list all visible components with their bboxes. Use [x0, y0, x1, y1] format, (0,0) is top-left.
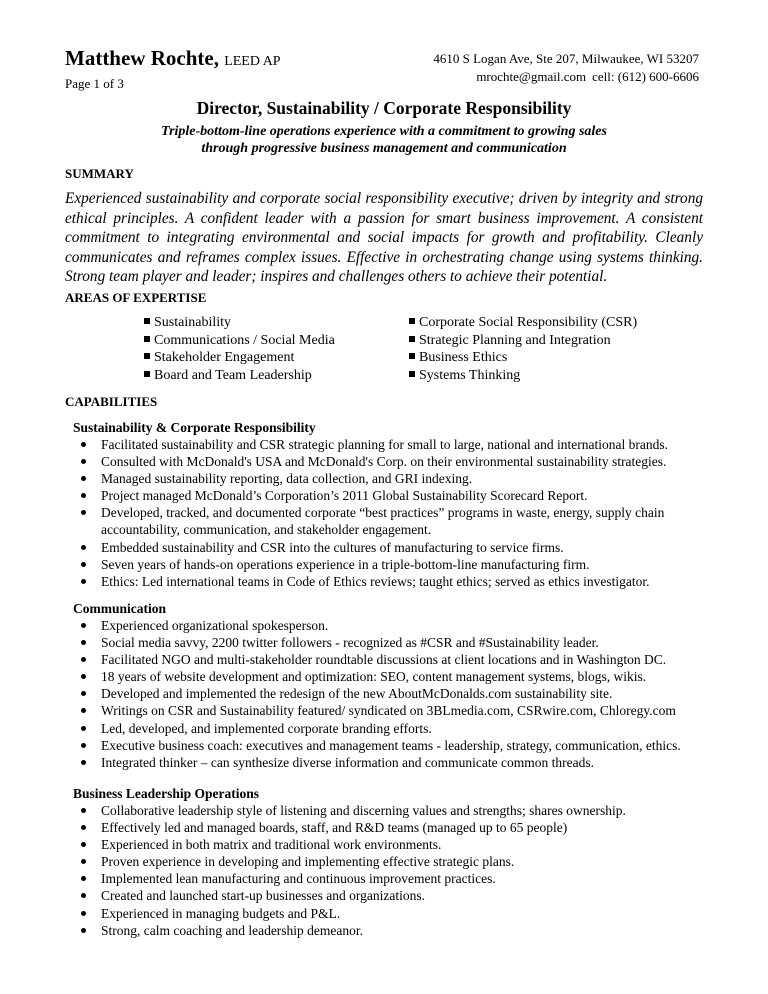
contact-line [433, 68, 699, 86]
tagline [0, 123, 768, 157]
header-left [65, 46, 281, 92]
expertise-label: Business Ethics [419, 350, 508, 365]
list-item [73, 651, 713, 668]
list-item [73, 720, 713, 737]
list-item-text: Experienced organizational spokesperson. [101, 618, 329, 633]
list-item-text: Strong, calm coaching and leadership demeanor. [101, 922, 364, 938]
leadership-list [73, 802, 713, 939]
bullet-icon [81, 442, 86, 447]
list-item [73, 685, 713, 702]
cell-phone: cell: (612) 600-6606 [592, 69, 699, 84]
list-item [73, 836, 713, 853]
square-bullet-icon [144, 336, 150, 342]
summary-text: Experienced sustainability and corporate social responsibility executive; driven by integrity and strong ethical principles. A confident leader with a passion for smart business improvement. A consistent commitment to integrating environmental and social impacts for growth and profitability. Cleanly communicates and reframes complex issues. Effective in orchestrating change using systems thinking. Strong team player and leader; inspires and challenges others to achieve their potential. [65, 190, 703, 286]
bullet-icon [81, 562, 86, 567]
list-item-text: Project managed McDonald’s Corporation’s 2011 Global Sustainability Scorecard Report. [101, 488, 588, 504]
list-item-text: Ethics: Led international teams in Code of Ethics reviews; taught ethics; served as ethics investigator. [101, 573, 650, 589]
address: 4610 S Logan Ave, Ste 207, Milwaukee, WI 53207 [433, 51, 699, 66]
list-item [73, 802, 713, 819]
credential: LEED AP [224, 54, 281, 69]
expertise-label: Corporate Social Responsibility (CSR) [419, 315, 638, 330]
bullet-icon [81, 691, 86, 696]
bullet-icon [81, 657, 86, 662]
list-item-text: Experienced in both matrix and traditional work environments. [101, 837, 442, 853]
list-item [73, 702, 713, 719]
list-item-text: Collaborative leadership style of listening and discerning values and strengths; shares ownership. [101, 803, 626, 818]
page-indicator: Page 1 of 3 [65, 76, 124, 91]
bullet-icon [81, 743, 86, 748]
expertise-item [409, 332, 637, 350]
square-bullet-icon [409, 318, 415, 324]
square-bullet-icon [144, 353, 150, 359]
bullet-icon [81, 876, 86, 881]
communication-subheading: Communication [73, 601, 167, 616]
expertise-label: Communications / Social Media [154, 332, 335, 348]
tagline-line-1: Triple-bottom-line operations experience with a commitment to growing sales [161, 124, 607, 139]
bullet-icon [81, 545, 86, 550]
bullet-icon [81, 928, 86, 933]
square-bullet-icon [144, 318, 150, 324]
expertise-label: Stakeholder Engagement [154, 350, 295, 365]
list-item [73, 487, 713, 504]
list-item-text: Consulted with McDonald's USA and McDonald's Corp. on their environmental sustainability strategies. [101, 454, 667, 470]
list-item [73, 470, 713, 487]
candidate-name [65, 46, 281, 74]
list-item [73, 668, 713, 685]
expertise-list-left [144, 314, 335, 384]
list-item [73, 737, 713, 754]
square-bullet-icon [144, 371, 150, 377]
bullet-icon [81, 911, 86, 916]
expertise-item [409, 349, 637, 367]
bullet-icon [81, 674, 86, 679]
list-item [73, 922, 713, 939]
list-item [73, 573, 713, 590]
communication-list [73, 617, 713, 771]
list-item-text: Developed and implemented the redesign of the new AboutMcDonalds.com sustainability site. [101, 686, 613, 702]
bullet-icon [81, 640, 86, 645]
list-item [73, 539, 713, 556]
bullet-icon [81, 842, 86, 847]
contact-info [433, 50, 699, 86]
list-item-text: Proven experience in developing and implementing effective strategic plans. [101, 854, 515, 870]
list-item [73, 504, 713, 538]
list-item [73, 617, 713, 634]
list-item [73, 905, 713, 922]
list-item-text: Created and launched start-up businesses and organizations. [101, 888, 426, 904]
list-item-text: Led, developed, and implemented corporate branding efforts. [101, 720, 432, 736]
list-item-text: Developed, tracked, and documented corporate “best practices” programs in waste, energy, supply chain accountability, communication, and stakeholder engagement. [101, 505, 665, 538]
bullet-icon [81, 623, 86, 628]
bullet-icon [81, 708, 86, 713]
expertise-item [409, 367, 637, 385]
bullet-icon [81, 825, 86, 830]
list-item-text: Facilitated NGO and multi-stakeholder roundtable discussions at client locations and in Washington DC. [101, 652, 667, 668]
list-item-text: Experienced in managing budgets and P&L. [101, 905, 341, 921]
sustainability-list [73, 436, 713, 590]
list-item-text: Implemented lean manufacturing and continuous improvement practices. [101, 871, 496, 887]
list-item [73, 853, 713, 870]
expertise-heading: AREAS OF EXPERTISE [65, 290, 207, 305]
list-item [73, 453, 713, 470]
list-item [73, 634, 713, 651]
list-item [73, 436, 713, 453]
expertise-label: Systems Thinking [419, 367, 521, 383]
leadership-subheading: Business Leadership Operations [73, 786, 260, 801]
list-item-text: Executive business coach: executives and management teams - leadership, strategy, communication, ethics. [101, 737, 681, 753]
list-item-text: Writings on CSR and Sustainability featured/ syndicated on 3BLmedia.com, CSRwire.com, Chloregy.com [101, 703, 676, 719]
sustainability-subheading: Sustainability & Corporate Responsibility [73, 420, 316, 435]
summary-heading: SUMMARY [65, 166, 134, 181]
expertise-item [144, 367, 335, 385]
list-item-text: Integrated thinker – can synthesize diverse information and communicate common threads. [101, 754, 594, 770]
list-item-text: Embedded sustainability and CSR into the cultures of manufacturing to service firms. [101, 539, 564, 555]
bullet-icon [81, 760, 86, 765]
list-item [73, 887, 713, 904]
bullet-icon [81, 726, 86, 731]
expertise-list-right [409, 314, 637, 384]
bullet-icon [81, 579, 86, 584]
bullet-icon [81, 510, 86, 515]
expertise-label: Sustainability [154, 315, 231, 330]
square-bullet-icon [409, 353, 415, 359]
bullet-icon [81, 808, 86, 813]
bullet-icon [81, 476, 86, 481]
expertise-item [144, 349, 335, 367]
list-item [73, 754, 713, 771]
job-title: Director, Sustainability / Corporate Responsibility [196, 98, 572, 118]
bullet-icon [81, 859, 86, 864]
list-item-text: Seven years of hands-on operations experience in a triple-bottom-line manufacturing firm. [101, 556, 590, 572]
expertise-item [144, 332, 335, 350]
expertise-label: Board and Team Leadership [154, 367, 312, 383]
square-bullet-icon [409, 371, 415, 377]
list-item-text: 18 years of website development and optimization: SEO, content management systems, blogs, wikis. [101, 669, 647, 685]
square-bullet-icon [409, 336, 415, 342]
tagline-line-2: through progressive business management and communication [201, 141, 567, 156]
bullet-icon [81, 459, 86, 464]
list-item [73, 556, 713, 573]
capabilities-heading: CAPABILITIES [65, 394, 158, 409]
expertise-item [409, 314, 637, 332]
list-item-text: Effectively led and managed boards, staff, and R&D teams (managed up to 65 people) [101, 820, 568, 836]
email: mrochte@gmail.com [476, 69, 587, 84]
list-item-text: Facilitated sustainability and CSR strategic planning for small to large, national and international brands. [101, 437, 668, 452]
expertise-label: Strategic Planning and Integration [419, 332, 611, 348]
expertise-item [144, 314, 335, 332]
list-item [73, 870, 713, 887]
name-text: Matthew Rochte, [65, 46, 219, 70]
list-item [73, 819, 713, 836]
list-item-text: Social media savvy, 2200 twitter followers - recognized as #CSR and #Sustainability leader. [101, 635, 599, 651]
list-item-text: Managed sustainability reporting, data collection, and GRI indexing. [101, 471, 473, 487]
bullet-icon [81, 493, 86, 498]
bullet-icon [81, 893, 86, 898]
